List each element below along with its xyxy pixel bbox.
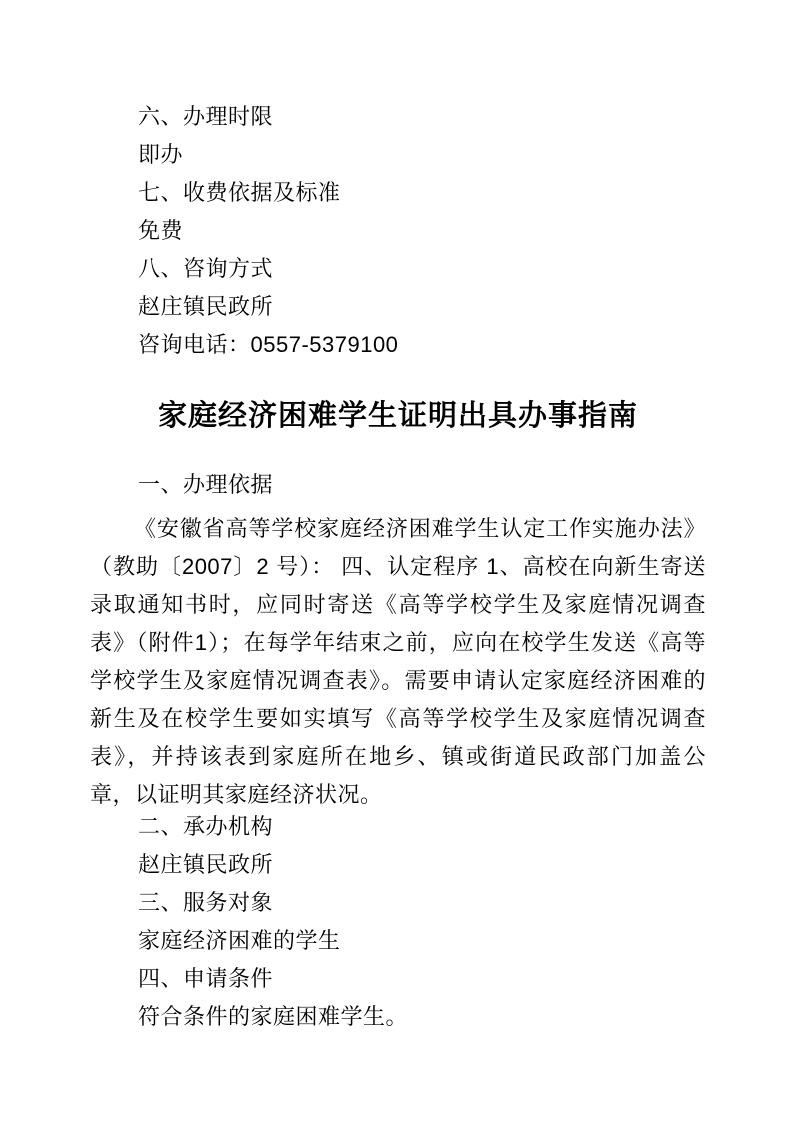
short-sections: [90, 808, 706, 1036]
agency-value: 赵庄镇民政所: [138, 852, 274, 877]
previous-guide-tail: [90, 98, 706, 364]
basis-paragraph: 《安徽省高等学校家庭经济困难学生认定工作实施办法》（教助〔2007〕2 号）： 四、认定程序 1、高校在向新生寄送录取通知书时，应同时寄送《高等学校学生及家庭情况调查表》（附件1）；在每学年结束之前，应向在校学生发送《高等学校学生及家庭情况调查表》。需要申请认定家庭经济困难的新生及在校学生要如实填写《高等学校学生及家庭情况调查表》，并持该表到家庭所在地乡、镇或街道民政部门加盖公章，以证明其家庭经济状况。: [90, 516, 706, 807]
agency-heading: 二、承办机构: [138, 814, 274, 839]
service-target-heading: 三、服务对象: [138, 890, 274, 915]
consultation-phone: 咨询电话：0557-5379100: [138, 332, 399, 357]
service-target-value: 家庭经济困难的学生: [138, 928, 341, 953]
time-limit-value: 即办: [138, 142, 184, 167]
time-limit-heading: 六、办理时限: [138, 104, 274, 129]
basis-heading: 一、办理依据: [138, 472, 274, 497]
consultation-heading: 八、咨询方式: [138, 256, 274, 281]
fee-value: 免费: [138, 218, 184, 243]
fee-basis-heading: 七、收费依据及标准: [138, 180, 341, 205]
consultation-office: 赵庄镇民政所: [138, 294, 274, 319]
application-condition-value: 符合条件的家庭困难学生。: [138, 1004, 409, 1029]
application-condition-heading: 四、申请条件: [138, 966, 274, 991]
document-title: 家庭经济困难学生证明出具办事指南: [157, 400, 638, 432]
guide-sections: [90, 466, 706, 1036]
